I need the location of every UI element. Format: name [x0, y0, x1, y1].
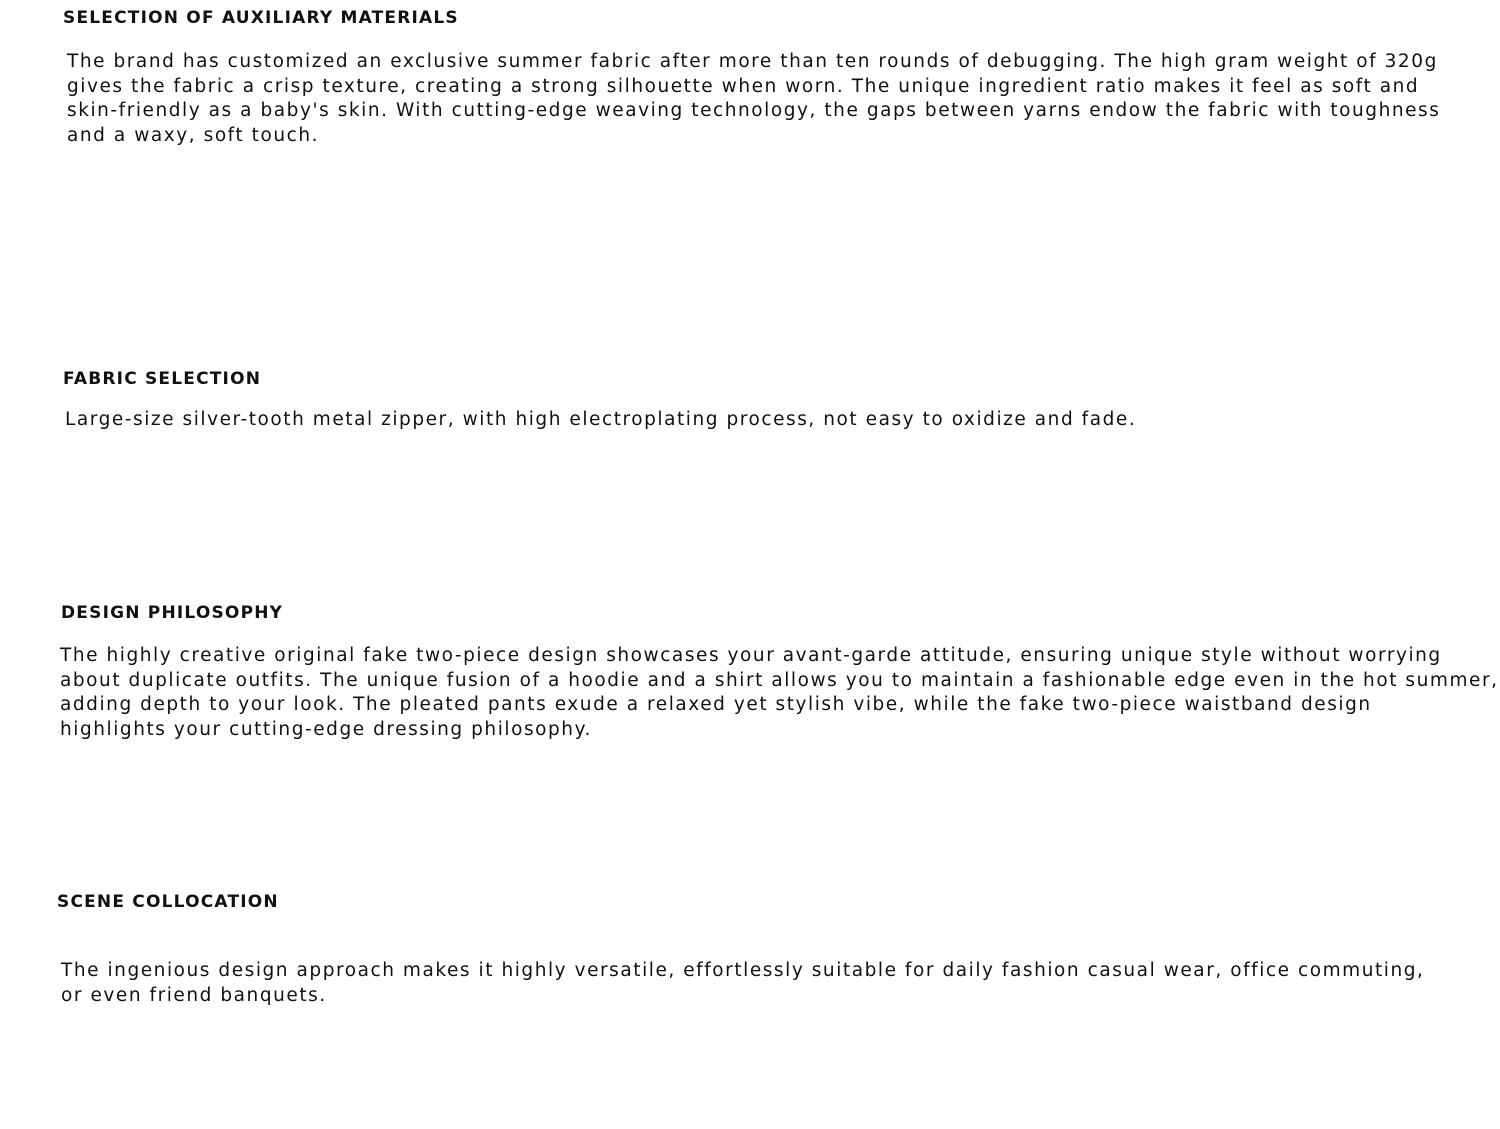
section-body-scene-collocation: [61, 959, 1481, 1008]
section-body-auxiliary-materials: [67, 50, 1487, 148]
body-line: highlights your cutting-edge dressing philosophy.: [60, 718, 592, 740]
body-line: skin-friendly as a baby's skin. With cutting-edge weaving technology, the gaps between yarns endow the fabric with toughness: [67, 100, 1441, 121]
section-heading-auxiliary-materials: SELECTION OF AUXILIARY MATERIALS: [63, 8, 459, 28]
section-body-design-philosophy: [60, 644, 1499, 742]
body-line: The brand has customized an exclusive summer fabric after more than ten rounds of debugging. The high gram weight of 320g: [67, 51, 1438, 72]
section-heading-fabric-selection: FABRIC SELECTION: [63, 369, 262, 389]
body-line: The highly creative original fake two-piece design showcases your avant-garde attitude, ensuring unique style without worrying: [60, 645, 1442, 666]
body-line: adding depth to your look. The pleated pants exude a relaxed yet stylish vibe, while the fake two-piece waistband design: [60, 694, 1372, 715]
section-heading-scene-collocation: SCENE COLLOCATION: [57, 892, 279, 912]
section-heading-design-philosophy: DESIGN PHILOSOPHY: [61, 603, 284, 623]
body-line: about duplicate outfits. The unique fusion of a hoodie and a shirt allows you to maintain a fashionable edge even in the hot summer,: [60, 669, 1499, 691]
body-line: The ingenious design approach makes it highly versatile, effortlessly suitable for daily fashion casual wear, office commuting,: [61, 960, 1425, 981]
body-line: gives the fabric a crisp texture, creating a strong silhouette when worn. The unique ingredient ratio makes it feel as soft and: [67, 75, 1420, 97]
section-body-fabric-selection: [65, 408, 1485, 433]
body-line: Large-size silver-tooth metal zipper, with high electroplating process, not easy to oxidize and fade.: [65, 409, 1137, 430]
body-line: and a waxy, soft touch.: [67, 124, 320, 146]
body-line: or even friend banquets.: [61, 984, 327, 1006]
